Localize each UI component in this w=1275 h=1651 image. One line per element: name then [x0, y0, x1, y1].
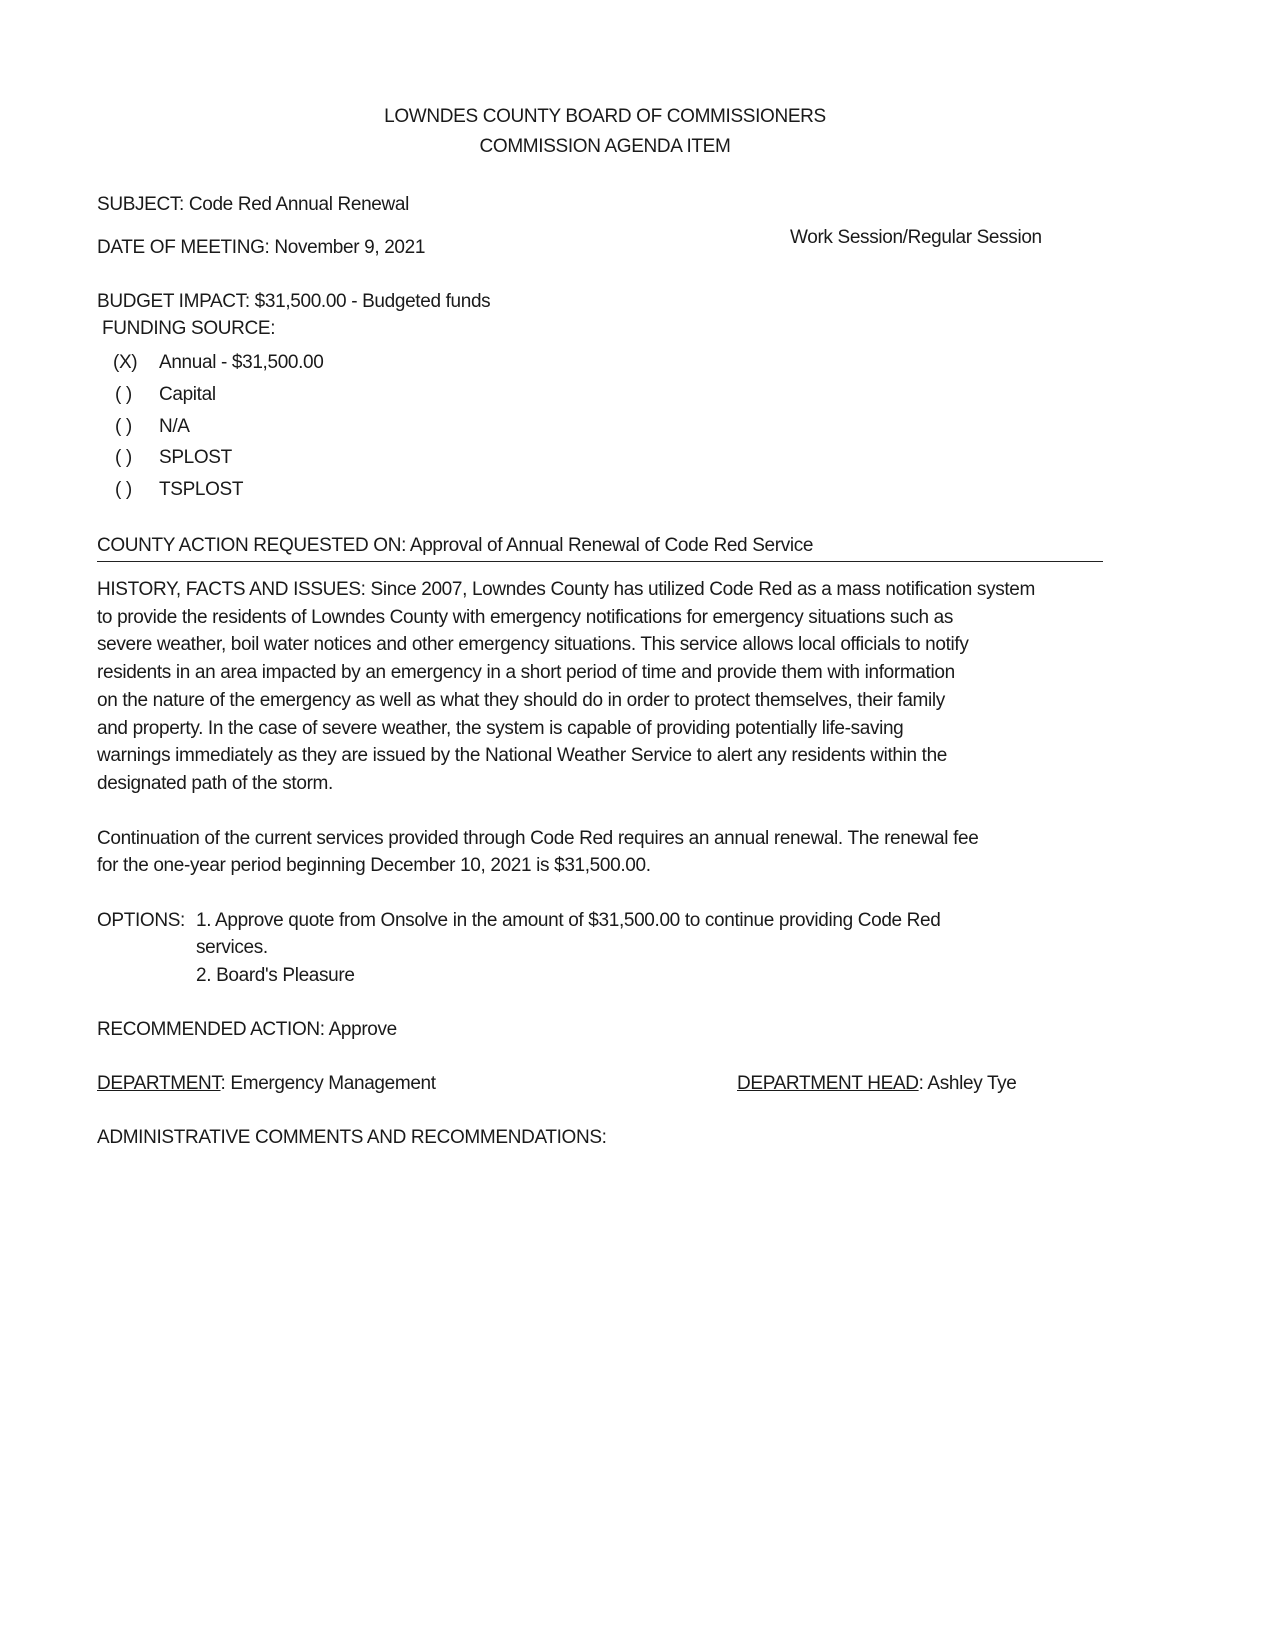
funding-option-label: Capital — [159, 384, 216, 405]
funding-option-label: N/A — [159, 416, 190, 437]
date-of-meeting: DATE OF MEETING: November 9, 2021 — [97, 237, 426, 258]
department-label: DEPARTMENT — [97, 1073, 221, 1094]
header-line-2: COMMISSION AGENDA ITEM — [479, 136, 731, 157]
department-head — [737, 1072, 1017, 1096]
history-line: residents in an area impacted by an emergency in a short period of time and provide them with information — [97, 662, 955, 683]
option-1: 1. Approve quote from Onsolve in the amount of $31,500.00 to continue providing Code Red — [196, 910, 941, 931]
funding-option-mark: ( ) — [115, 384, 132, 405]
funding-option-mark: ( ) — [115, 447, 132, 468]
department — [97, 1072, 436, 1096]
section-divider — [97, 561, 1103, 562]
funding-option-mark: ( ) — [115, 416, 132, 437]
county-action-requested: COUNTY ACTION REQUESTED ON: Approval of Annual Renewal of Code Red Service — [97, 535, 814, 556]
options-label: OPTIONS: — [97, 910, 185, 931]
session-type: Work Session/Regular Session — [790, 227, 1042, 248]
funding-option-label: Annual - $31,500.00 — [159, 352, 324, 373]
funding-option-label: SPLOST — [159, 447, 232, 468]
department-value: : Emergency Management — [220, 1073, 436, 1094]
department-head-value: : Ashley Tye — [918, 1073, 1017, 1094]
funding-option-mark: ( ) — [115, 479, 132, 500]
history-line: and property. In the case of severe weather, the system is capable of providing potentially life-saving — [97, 718, 904, 739]
recommended-action: RECOMMENDED ACTION: Approve — [97, 1019, 397, 1040]
option-2: 2. Board's Pleasure — [196, 965, 355, 986]
history-line: designated path of the storm. — [97, 773, 333, 794]
administrative-comments: ADMINISTRATIVE COMMENTS AND RECOMMENDATIONS: — [97, 1127, 607, 1148]
option-1-continued: services. — [196, 937, 268, 958]
continuation-line: Continuation of the current services provided through Code Red requires an annual renewal. The renewal fee — [97, 828, 979, 849]
department-head-label: DEPARTMENT HEAD — [737, 1073, 919, 1094]
continuation-line: for the one-year period beginning December 10, 2021 is $31,500.00. — [97, 855, 651, 876]
header-line-1: LOWNDES COUNTY BOARD OF COMMISSIONERS — [384, 106, 826, 127]
history-line: severe weather, boil water notices and other emergency situations. This service allows local officials to notify — [97, 634, 969, 655]
history-line: warnings immediately as they are issued by the National Weather Service to alert any residents within the — [97, 745, 948, 766]
subject: SUBJECT: Code Red Annual Renewal — [97, 194, 409, 215]
funding-source-label: FUNDING SOURCE: — [102, 318, 276, 339]
funding-option-label: TSPLOST — [159, 479, 244, 500]
history-line: to provide the residents of Lowndes County with emergency notifications for emergency situations such as — [97, 607, 954, 628]
history-line: HISTORY, FACTS AND ISSUES: Since 2007, Lowndes County has utilized Code Red as a mass notification system — [97, 579, 1035, 600]
history-line: on the nature of the emergency as well as what they should do in order to protect themselves, their family — [97, 690, 945, 711]
funding-option-mark: (X) — [113, 352, 138, 373]
budget-impact: BUDGET IMPACT: $31,500.00 - Budgeted funds — [97, 291, 491, 312]
